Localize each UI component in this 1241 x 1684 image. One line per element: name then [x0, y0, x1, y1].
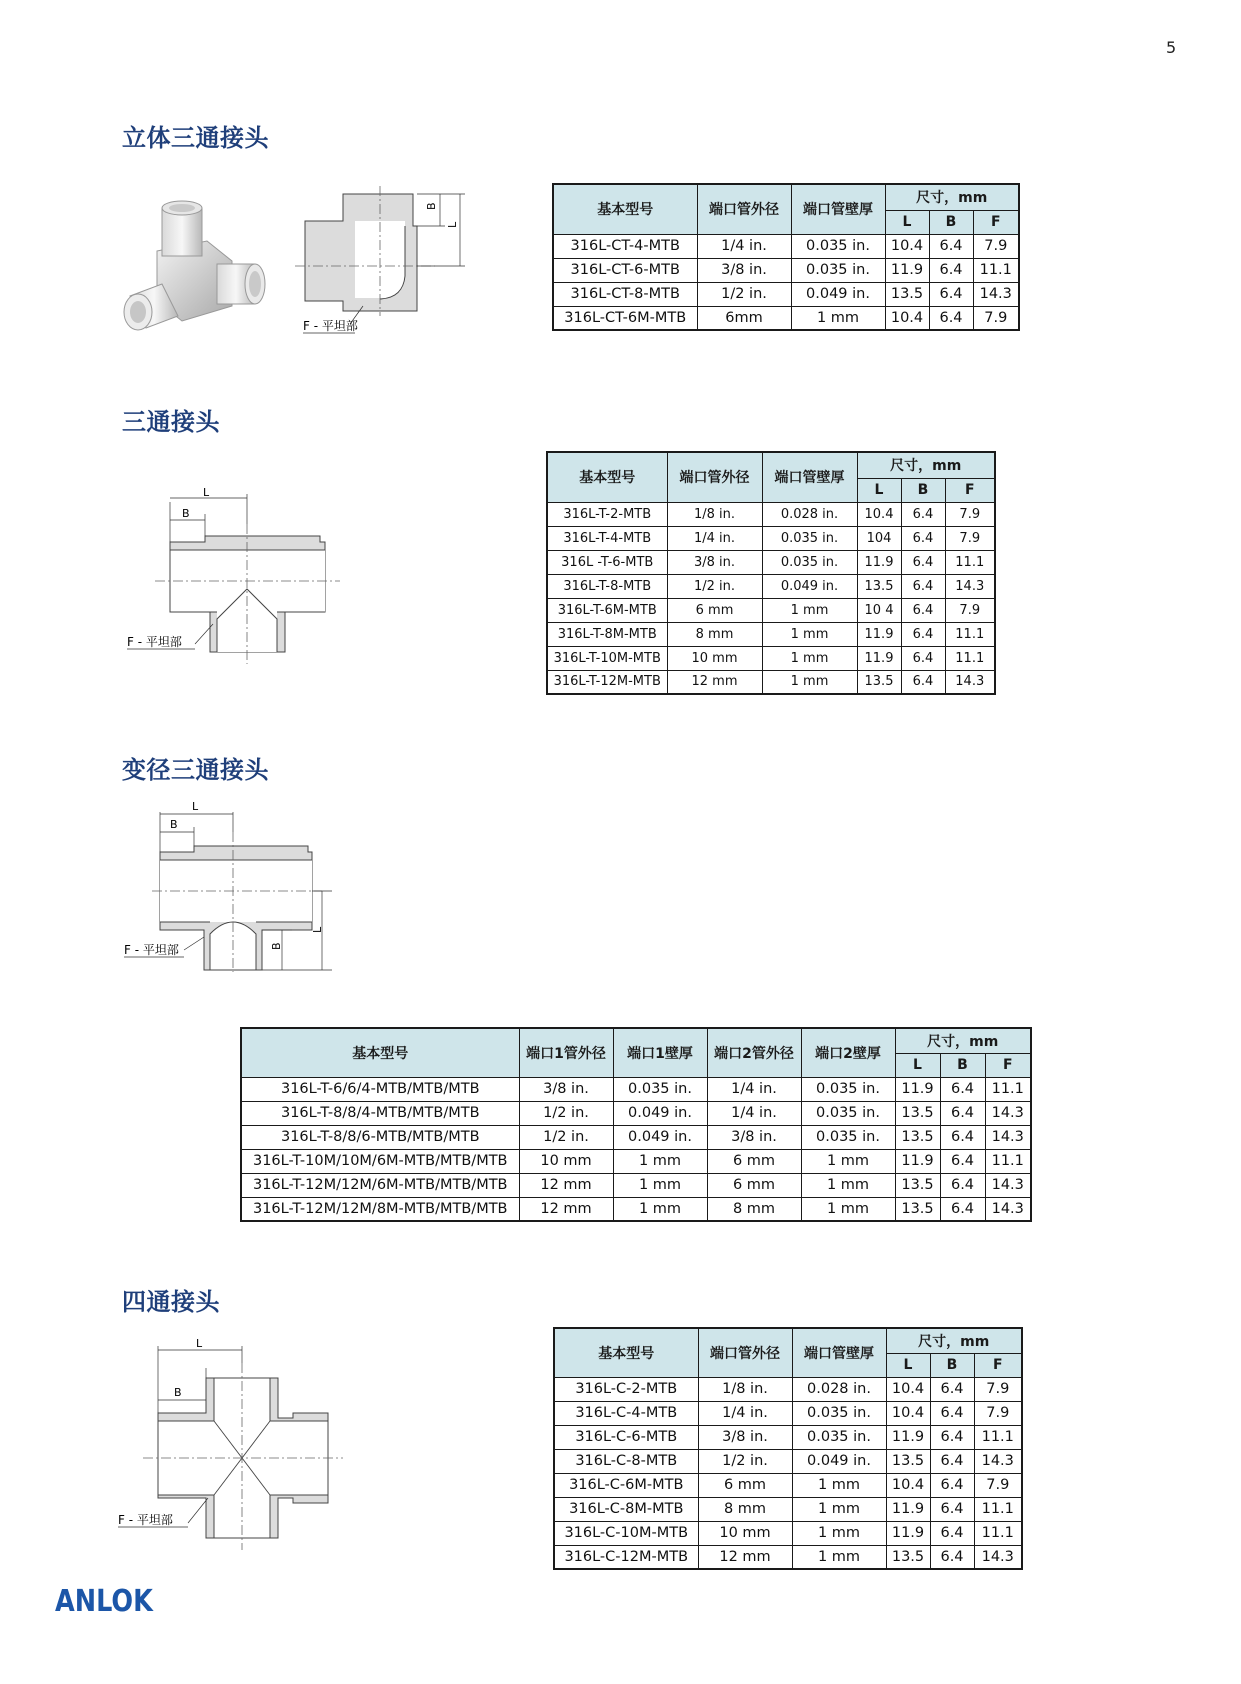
table-cell: 1/2 in. — [697, 282, 791, 306]
table-cell: 0.035 in. — [801, 1101, 895, 1125]
table-row — [547, 670, 995, 694]
table-cell: 10.4 — [885, 234, 929, 258]
table-row — [554, 1401, 1022, 1425]
table-cell: 10.4 — [886, 1377, 930, 1401]
table-cell: 6.4 — [929, 234, 973, 258]
table-row — [554, 1521, 1022, 1545]
table-cell: 10.4 — [886, 1473, 930, 1497]
table-cell: 1/4 in. — [707, 1077, 801, 1101]
header-model: 基本型号 — [554, 1328, 698, 1377]
table-cell: 316L-CT-6-MTB — [553, 258, 697, 282]
table-cell: 0.035 in. — [801, 1077, 895, 1101]
header-B: B — [901, 478, 945, 502]
table-cell: 11.9 — [886, 1425, 930, 1449]
table-row — [553, 282, 1019, 306]
table-cell: 6.4 — [940, 1173, 985, 1197]
table-cell: 11.9 — [857, 550, 901, 574]
table-cell: 104 — [857, 526, 901, 550]
corner-tee-rows — [553, 234, 1019, 330]
reducing-dim-label-L2: L — [311, 926, 324, 933]
table-cell: 11.1 — [973, 258, 1019, 282]
table-row — [547, 526, 995, 550]
table-cell: 1 mm — [792, 1545, 886, 1569]
table-cell: 1 mm — [801, 1149, 895, 1173]
table-cell: 316L-T-12M/12M/8M-MTB/MTB/MTB — [241, 1197, 519, 1221]
header-F: F — [974, 1353, 1022, 1377]
table-cell: 0.028 in. — [792, 1377, 886, 1401]
table-cell: 1/8 in. — [698, 1377, 792, 1401]
reducing-dim-label-B2: B — [270, 942, 283, 950]
table-cell: 316L-CT-4-MTB — [553, 234, 697, 258]
table-cell: 316L-T-8/8/6-MTB/MTB/MTB — [241, 1125, 519, 1149]
table-cell: 6.4 — [930, 1401, 974, 1425]
table-cell: 11.1 — [974, 1497, 1022, 1521]
table-cell: 316L-C-4-MTB — [554, 1401, 698, 1425]
table-cell: 7.9 — [945, 502, 995, 526]
tee-dim-label-L: L — [203, 486, 210, 499]
table-cell: 10 mm — [519, 1149, 613, 1173]
table-cell: 6.4 — [901, 670, 945, 694]
table-cell: 316L-C-6-MTB — [554, 1425, 698, 1449]
table-row — [553, 306, 1019, 330]
cross-dim-label-L: L — [196, 1338, 203, 1350]
table-cell: 316L-C-8M-MTB — [554, 1497, 698, 1521]
table-row — [554, 1425, 1022, 1449]
cross-dimension-drawing — [118, 1338, 348, 1553]
table-cell: 1/8 in. — [667, 502, 762, 526]
table-cell: 10 mm — [698, 1521, 792, 1545]
table-row — [553, 258, 1019, 282]
table-cell: 316L -T-6-MTB — [547, 550, 667, 574]
table-row — [241, 1173, 1031, 1197]
table-cell: 6.4 — [940, 1149, 985, 1173]
header-dims: 尺寸，mm — [857, 452, 995, 478]
table-cell: 14.3 — [974, 1449, 1022, 1473]
table-cell: 316L-T-10M/10M/6M-MTB/MTB/MTB — [241, 1149, 519, 1173]
table-cell: 3/8 in. — [698, 1425, 792, 1449]
table-row — [241, 1149, 1031, 1173]
table-cell: 11.9 — [857, 646, 901, 670]
table-cell: 10 mm — [667, 646, 762, 670]
table-cell: 10.4 — [885, 306, 929, 330]
table-cell: 1 mm — [801, 1173, 895, 1197]
table-cell: 13.5 — [886, 1449, 930, 1473]
table-cell: 1/2 in. — [519, 1101, 613, 1125]
header-model: 基本型号 — [553, 184, 697, 234]
table-row — [547, 502, 995, 526]
table-cell: 316L-T-8-MTB — [547, 574, 667, 598]
page-number: 5 — [1166, 38, 1177, 57]
table-cell: 6.4 — [930, 1425, 974, 1449]
table-cell: 0.049 in. — [613, 1125, 707, 1149]
header-B: B — [929, 210, 973, 234]
table-cell: 6.4 — [901, 622, 945, 646]
table-cell: 10.4 — [886, 1401, 930, 1425]
tee-dim-label-B: B — [182, 507, 190, 520]
table-cell: 8 mm — [707, 1197, 801, 1221]
table-cell: 7.9 — [974, 1377, 1022, 1401]
table-cell: 316L-C-12M-MTB — [554, 1545, 698, 1569]
table-cell: 316L-T-2-MTB — [547, 502, 667, 526]
table-cell: 6.4 — [930, 1497, 974, 1521]
table-cell: 13.5 — [886, 1545, 930, 1569]
table-cell: 12 mm — [519, 1197, 613, 1221]
table-cell: 13.5 — [895, 1173, 940, 1197]
table-row — [241, 1101, 1031, 1125]
reducing-tee-rows — [241, 1077, 1031, 1221]
table-cell: 8 mm — [698, 1497, 792, 1521]
table-cell: 11.1 — [945, 646, 995, 670]
table-cell: 0.049 in. — [613, 1101, 707, 1125]
table-cell: 1 mm — [792, 1473, 886, 1497]
table-cell: 6.4 — [929, 258, 973, 282]
table-cell: 0.035 in. — [801, 1125, 895, 1149]
header-F: F — [985, 1053, 1031, 1077]
header-od: 端口管外径 — [697, 184, 791, 234]
table-cell: 11.1 — [985, 1077, 1031, 1101]
table-cell: 6.4 — [901, 502, 945, 526]
table-cell: 1 mm — [762, 670, 857, 694]
table-row — [554, 1449, 1022, 1473]
table-cell: 7.9 — [974, 1473, 1022, 1497]
table-row — [554, 1497, 1022, 1521]
header-dims: 尺寸，mm — [885, 184, 1019, 210]
table-cell: 6 mm — [707, 1173, 801, 1197]
table-cell: 6.4 — [901, 646, 945, 670]
table-cell: 316L-CT-6M-MTB — [553, 306, 697, 330]
table-cell: 316L-T-6/6/4-MTB/MTB/MTB — [241, 1077, 519, 1101]
table-cell: 0.035 in. — [792, 1401, 886, 1425]
table-cell: 1 mm — [613, 1197, 707, 1221]
table-cell: 3/8 in. — [707, 1125, 801, 1149]
table-cell: 11.9 — [857, 622, 901, 646]
header-model: 基本型号 — [547, 452, 667, 502]
reducing-dim-label-flat: F - 平坦部 — [124, 943, 179, 957]
table-cell: 0.035 in. — [613, 1077, 707, 1101]
table-cell: 316L-T-4-MTB — [547, 526, 667, 550]
table-cell: 316L-T-8M-MTB — [547, 622, 667, 646]
table-cell: 1 mm — [791, 306, 885, 330]
tee-spec-table — [546, 451, 996, 695]
table-cell: 316L-C-6M-MTB — [554, 1473, 698, 1497]
cross-rows — [554, 1377, 1022, 1569]
table-cell: 1/2 in. — [667, 574, 762, 598]
table-cell: 14.3 — [985, 1173, 1031, 1197]
header-L: L — [895, 1053, 940, 1077]
table-cell: 7.9 — [974, 1401, 1022, 1425]
table-cell: 0.028 in. — [762, 502, 857, 526]
reducing-dim-label-B: B — [170, 818, 178, 831]
table-cell: 7.9 — [973, 234, 1019, 258]
table-cell: 11.9 — [886, 1497, 930, 1521]
table-cell: 14.3 — [945, 670, 995, 694]
table-cell: 10 4 — [857, 598, 901, 622]
table-cell: 6.4 — [901, 550, 945, 574]
tee-dimension-drawing — [125, 484, 355, 669]
table-row — [241, 1197, 1031, 1221]
table-cell: 14.3 — [985, 1125, 1031, 1149]
table-cell: 6.4 — [940, 1077, 985, 1101]
table-cell: 11.1 — [974, 1521, 1022, 1545]
table-cell: 0.049 in. — [792, 1449, 886, 1473]
table-cell: 316L-C-2-MTB — [554, 1377, 698, 1401]
header-wall: 端口管壁厚 — [792, 1328, 886, 1377]
table-cell: 11.9 — [885, 258, 929, 282]
table-cell: 1 mm — [792, 1521, 886, 1545]
table-cell: 6.4 — [901, 526, 945, 550]
table-cell: 11.9 — [895, 1077, 940, 1101]
cross-spec-table — [553, 1327, 1023, 1570]
table-cell: 1/2 in. — [519, 1125, 613, 1149]
table-cell: 316L-T-12M/12M/6M-MTB/MTB/MTB — [241, 1173, 519, 1197]
header-B: B — [930, 1353, 974, 1377]
header-F: F — [945, 478, 995, 502]
table-cell: 7.9 — [945, 526, 995, 550]
header-od2: 端口2管外径 — [707, 1028, 801, 1077]
section-title-tee: 三通接头 — [122, 408, 220, 436]
header-od: 端口管外径 — [667, 452, 762, 502]
header-wall: 端口管壁厚 — [791, 184, 885, 234]
table-cell: 12 mm — [698, 1545, 792, 1569]
table-cell: 6.4 — [930, 1449, 974, 1473]
table-cell: 10.4 — [857, 502, 901, 526]
table-cell: 316L-C-8-MTB — [554, 1449, 698, 1473]
table-cell: 6.4 — [929, 282, 973, 306]
section-title-reducing-tee: 变径三通接头 — [122, 756, 269, 784]
header-B: B — [940, 1053, 985, 1077]
table-cell: 11.1 — [974, 1425, 1022, 1449]
table-row — [553, 234, 1019, 258]
table-cell: 14.3 — [945, 574, 995, 598]
table-cell: 316L-T-10M-MTB — [547, 646, 667, 670]
table-cell: 6.4 — [930, 1473, 974, 1497]
table-cell: 13.5 — [885, 282, 929, 306]
table-cell: 6 mm — [707, 1149, 801, 1173]
table-cell: 1/4 in. — [697, 234, 791, 258]
header-F: F — [973, 210, 1019, 234]
table-cell: 11.1 — [985, 1149, 1031, 1173]
header-wall1: 端口1壁厚 — [613, 1028, 707, 1077]
table-cell: 6.4 — [929, 306, 973, 330]
dim-label-flat: F - 平坦部 — [303, 319, 358, 333]
table-cell: 0.035 in. — [792, 1425, 886, 1449]
header-wall2: 端口2壁厚 — [801, 1028, 895, 1077]
table-cell: 0.035 in. — [762, 526, 857, 550]
table-cell: 1/4 in. — [698, 1401, 792, 1425]
header-od1: 端口1管外径 — [519, 1028, 613, 1077]
table-cell: 1 mm — [613, 1173, 707, 1197]
table-cell: 3/8 in. — [697, 258, 791, 282]
table-cell: 0.049 in. — [791, 282, 885, 306]
table-cell: 11.9 — [895, 1149, 940, 1173]
corner-tee-dimension-drawing — [295, 186, 475, 346]
table-cell: 3/8 in. — [519, 1077, 613, 1101]
section-title-corner-tee: 立体三通接头 — [122, 124, 269, 152]
table-cell: 6.4 — [930, 1377, 974, 1401]
table-cell: 0.049 in. — [762, 574, 857, 598]
table-cell: 1 mm — [762, 598, 857, 622]
table-cell: 14.3 — [973, 282, 1019, 306]
table-cell: 12 mm — [519, 1173, 613, 1197]
table-cell: 6.4 — [940, 1197, 985, 1221]
table-cell: 7.9 — [973, 306, 1019, 330]
corner-tee-3d-image — [122, 196, 272, 346]
table-cell: 6 mm — [667, 598, 762, 622]
table-cell: 13.5 — [895, 1101, 940, 1125]
table-cell: 0.035 in. — [791, 258, 885, 282]
header-L: L — [886, 1353, 930, 1377]
table-cell: 11.1 — [945, 550, 995, 574]
table-cell: 0.035 in. — [762, 550, 857, 574]
header-model: 基本型号 — [241, 1028, 519, 1077]
table-cell: 6.4 — [940, 1101, 985, 1125]
table-row — [547, 598, 995, 622]
table-cell: 13.5 — [857, 670, 901, 694]
table-cell: 6 mm — [698, 1473, 792, 1497]
table-cell: 14.3 — [985, 1101, 1031, 1125]
table-cell: 11.1 — [945, 622, 995, 646]
reducing-tee-dimension-drawing — [122, 802, 352, 972]
table-cell: 14.3 — [985, 1197, 1031, 1221]
header-od: 端口管外径 — [698, 1328, 792, 1377]
table-cell: 1 mm — [613, 1149, 707, 1173]
table-cell: 8 mm — [667, 622, 762, 646]
dim-label-L: L — [446, 221, 459, 228]
section-title-cross: 四通接头 — [122, 1288, 220, 1316]
table-cell: 1 mm — [801, 1197, 895, 1221]
tee-dim-label-flat: F - 平坦部 — [127, 635, 182, 649]
header-L: L — [857, 478, 901, 502]
table-cell: 1 mm — [792, 1497, 886, 1521]
table-cell: 316L-CT-8-MTB — [553, 282, 697, 306]
table-cell: 1/4 in. — [707, 1101, 801, 1125]
header-dims: 尺寸，mm — [886, 1328, 1022, 1353]
table-row — [554, 1473, 1022, 1497]
header-wall: 端口管壁厚 — [762, 452, 857, 502]
table-cell: 13.5 — [895, 1197, 940, 1221]
header-L: L — [885, 210, 929, 234]
table-cell: 12 mm — [667, 670, 762, 694]
table-cell: 316L-T-12M-MTB — [547, 670, 667, 694]
reducing-dim-label-L: L — [192, 802, 199, 813]
table-cell: 1/2 in. — [698, 1449, 792, 1473]
cross-dim-label-B: B — [174, 1386, 182, 1399]
tee-rows — [547, 502, 995, 694]
table-cell: 1/4 in. — [667, 526, 762, 550]
table-cell: 316L-C-10M-MTB — [554, 1521, 698, 1545]
table-row — [241, 1125, 1031, 1149]
table-cell: 1 mm — [762, 622, 857, 646]
table-row — [241, 1077, 1031, 1101]
table-cell: 13.5 — [895, 1125, 940, 1149]
table-row — [547, 646, 995, 670]
table-cell: 7.9 — [945, 598, 995, 622]
table-cell: 14.3 — [974, 1545, 1022, 1569]
table-cell: 3/8 in. — [667, 550, 762, 574]
table-row — [547, 550, 995, 574]
table-cell: 6.4 — [901, 598, 945, 622]
table-cell: 0.035 in. — [791, 234, 885, 258]
table-row — [547, 574, 995, 598]
table-row — [547, 622, 995, 646]
table-cell: 11.9 — [886, 1521, 930, 1545]
brand-logo: ANLOK — [55, 1584, 153, 1619]
header-dims: 尺寸，mm — [895, 1028, 1031, 1053]
table-cell: 1 mm — [762, 646, 857, 670]
table-cell: 13.5 — [857, 574, 901, 598]
table-cell: 316L-T-6M-MTB — [547, 598, 667, 622]
dim-label-B: B — [425, 202, 438, 210]
table-cell: 6.4 — [930, 1521, 974, 1545]
table-cell: 6mm — [697, 306, 791, 330]
table-row — [554, 1377, 1022, 1401]
corner-tee-spec-table — [552, 183, 1020, 331]
table-cell: 6.4 — [930, 1545, 974, 1569]
table-cell: 6.4 — [940, 1125, 985, 1149]
cross-dim-label-flat: F - 平坦部 — [118, 1513, 173, 1527]
reducing-tee-spec-table — [240, 1027, 1032, 1222]
table-cell: 6.4 — [901, 574, 945, 598]
table-row — [554, 1545, 1022, 1569]
table-cell: 316L-T-8/8/4-MTB/MTB/MTB — [241, 1101, 519, 1125]
